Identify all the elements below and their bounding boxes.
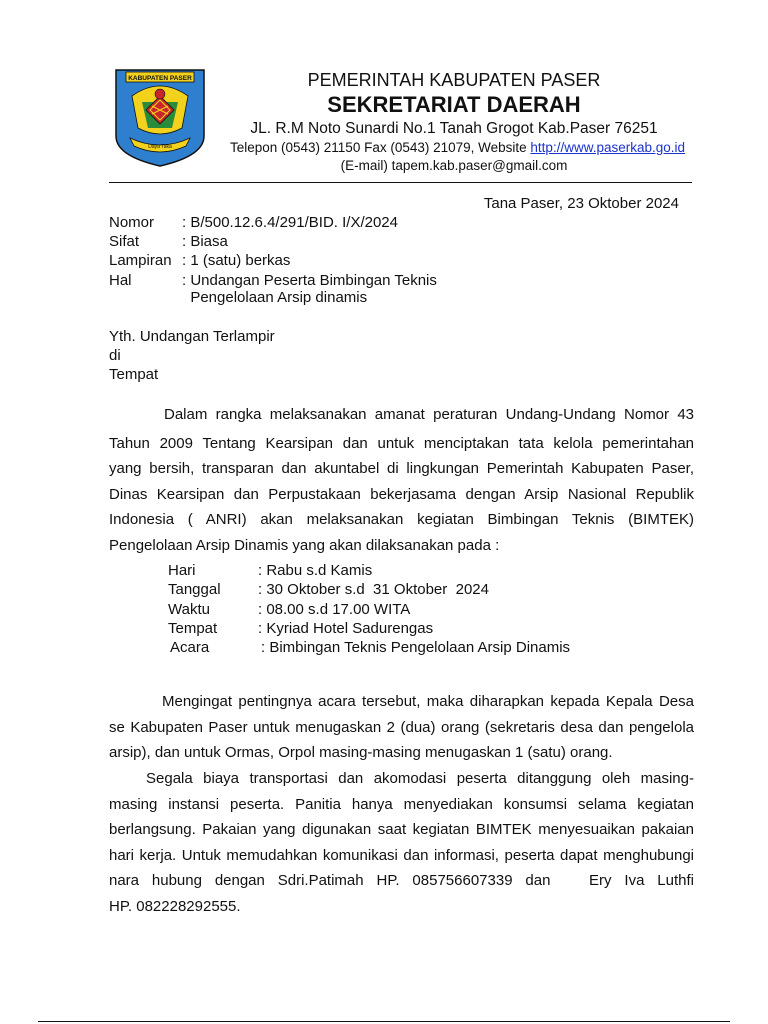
letter-date: Tana Paser, 23 Oktober 2024 bbox=[483, 195, 679, 212]
paragraph-1-line: Dinas Kearsipan dan Perpustakaan bekerjasama dengan Arsip Nasional Republik bbox=[109, 485, 694, 503]
addressee-line-1: Yth. Undangan Terlampir bbox=[109, 328, 275, 345]
paragraph-3-line: nara hubung dengan Sdri.Patimah HP. 085756607339 dan Ery Iva Luthfi bbox=[109, 872, 694, 889]
detail-value-waktu: : 08.00 s.d 17.00 WITA bbox=[258, 601, 411, 618]
paragraph-2-line: Mengingat pentingnya acara tersebut, maka diharapkan kepada Kepala Desa bbox=[162, 693, 694, 710]
paragraph-3-line: berlangsung. Pakaian yang digunakan saat kegiatan BIMTEK menyesuaikan pakaian bbox=[109, 821, 694, 838]
logo-ribbon-text: Daya Taka bbox=[148, 144, 172, 150]
paragraph-1-line: Pengelolaan Arsip Dinamis yang akan dilaksanakan pada : bbox=[109, 536, 500, 554]
body-paragraph-1 bbox=[109, 402, 694, 558]
meta-label-nomor: Nomor bbox=[109, 214, 155, 231]
website-link[interactable]: http://www.paserkab.go.id bbox=[530, 140, 686, 155]
detail-value-acara: : Bimbingan Teknis Pengelolaan Arsip Dinamis bbox=[261, 639, 571, 656]
detail-label-tempat: Tempat bbox=[168, 620, 218, 637]
paragraph-1-line: Dalam rangka melaksanakan amanat peraturan Undang-Undang Nomor 43 bbox=[164, 406, 694, 423]
meta-value-hal-cont: Pengelolaan Arsip dinamis bbox=[182, 289, 368, 306]
meta-value-sifat: : Biasa bbox=[182, 233, 228, 250]
paragraph-3-line: HP. 082228292555. bbox=[109, 897, 241, 915]
detail-label-acara: Acara bbox=[170, 639, 210, 656]
addressee-line-3: Tempat bbox=[109, 366, 159, 383]
meta-value-nomor: : B/500.12.6.4/291/BID. I/X/2024 bbox=[182, 214, 398, 231]
meta-value-hal: : Undangan Peserta Bimbingan Teknis bbox=[182, 272, 437, 289]
paragraph-1-line: Tahun 2009 Tentang Kearsipan dan untuk menciptakan tata kelola pemerintahan bbox=[109, 434, 694, 452]
paragraph-2-line: arsip), dan untuk Ormas, Orpol masing-masing menugaskan 1 (satu) orang. bbox=[109, 744, 613, 761]
letterhead-government: PEMERINTAH KABUPATEN PASER bbox=[307, 70, 601, 90]
letterhead-contact bbox=[180, 140, 735, 155]
meta-value-lampiran: : 1 (satu) berkas bbox=[182, 252, 291, 269]
detail-label-hari: Hari bbox=[168, 562, 196, 579]
logo-banner-text: KABUPATEN PASER bbox=[128, 75, 192, 82]
paragraph-1-line: yang bersih, transparan dan akuntabel di lingkungan Pemerintah Kabupaten Paser, bbox=[109, 460, 694, 477]
detail-value-tempat: : Kyriad Hotel Sadurengas bbox=[258, 620, 434, 637]
letterhead-divider bbox=[109, 182, 692, 183]
body-paragraph-3 bbox=[109, 766, 694, 919]
page-bottom-edge bbox=[38, 1021, 730, 1022]
body-paragraph-2 bbox=[109, 689, 694, 766]
detail-value-tanggal: : 30 Oktober s.d 31 Oktober 2024 bbox=[258, 581, 489, 598]
detail-label-tanggal: Tanggal bbox=[168, 581, 221, 598]
detail-label-waktu: Waktu bbox=[168, 601, 210, 618]
letterhead-office: SEKRETARIAT DAERAH bbox=[327, 92, 581, 117]
paragraph-3-line: masing instansi peserta. Panitia hanya menyediakan konsumsi selama kegiatan bbox=[109, 795, 694, 813]
letterhead-address: JL. R.M Noto Sunardi No.1 Tanah Grogot Kab.Paser 76251 bbox=[250, 120, 658, 137]
contact-phone-fax: Telepon (0543) 21150 Fax (0543) 21079, Website bbox=[229, 140, 531, 155]
meta-label-hal: Hal bbox=[109, 272, 132, 289]
addressee-line-2: di bbox=[109, 347, 121, 364]
paragraph-1-line: Indonesia ( ANRI) akan melaksanakan kegiatan Bimbingan Teknis (BIMTEK) bbox=[109, 511, 694, 528]
meta-label-lampiran: Lampiran bbox=[109, 252, 172, 269]
paragraph-2-line: se Kabupaten Paser untuk menugaskan 2 (dua) orang (sekretaris desa dan pengelola bbox=[109, 718, 694, 736]
meta-label-sifat: Sifat bbox=[109, 233, 140, 250]
paragraph-3-line: Segala biaya transportasi dan akomodasi peserta ditanggung oleh masing- bbox=[146, 770, 694, 787]
detail-value-hari: : Rabu s.d Kamis bbox=[258, 562, 373, 579]
paragraph-3-line: hari kerja. Untuk memudahkan komunikasi dan informasi, peserta dapat menghubungi bbox=[109, 846, 694, 864]
letterhead-email: (E-mail) tapem.kab.paser@gmail.com bbox=[340, 158, 568, 173]
